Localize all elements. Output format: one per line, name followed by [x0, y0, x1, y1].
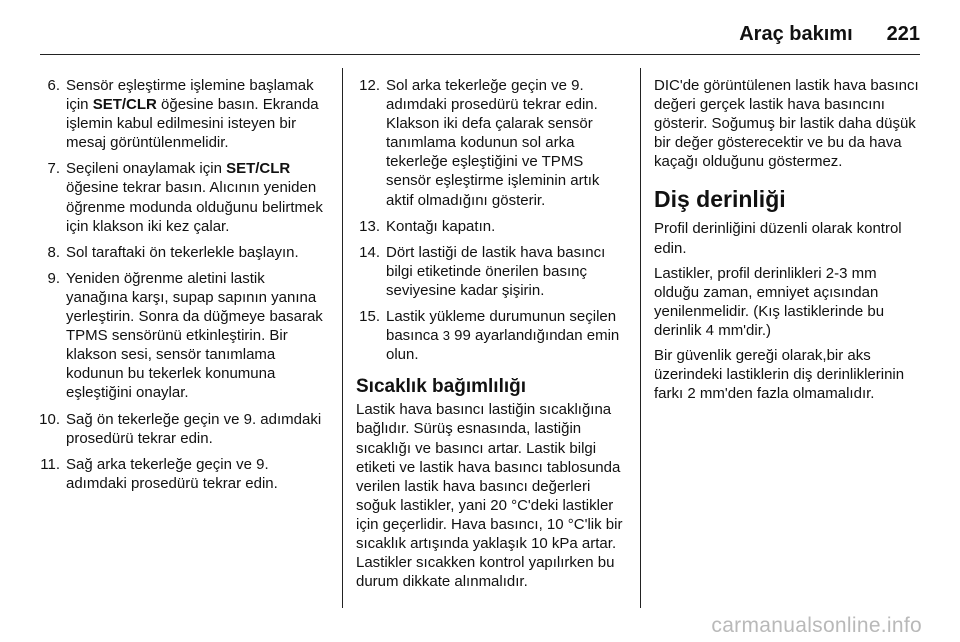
- column-1: [39, 76, 326, 500]
- list-item: [356, 243, 628, 300]
- item-number: 14.: [359, 243, 380, 261]
- item-text: Sağ arka tekerleğe geçin ve 9. adımdaki prosedürü tekrar edin.: [66, 455, 278, 492]
- item-number: 11.: [40, 455, 60, 473]
- item-text-part: Seçileni onaylamak için: [66, 160, 227, 178]
- column-2: [356, 76, 628, 597]
- column-3: [654, 76, 924, 409]
- item-text-part: 99 ayarlandığından emin olun.: [386, 327, 620, 364]
- item-text: [386, 307, 628, 364]
- item-text-part: Lastik yükleme durumunun seçilen basınca: [386, 308, 617, 345]
- paragraph: Lastik hava basıncı lastiğin sıcaklığına bağlıdır. Sürüş esnasında, lastiğin sıcaklığı ve basıncı artar. Lastik bilgi etiketi ve lastik hava basıncı tablosunda verilen lastik hava basıncı değerleri soğuk lastikler, yani 20 °C'deki lastikler için geçerlidir. Hava basıncı, 10 °C'lik bir sıcaklık artışında yaklaşık 10 kPa artar. Lastikler sıcakken kontrol yapılırken bu durum dikkate alınmalıdır.: [356, 401, 623, 591]
- item-number: 10.: [39, 410, 60, 428]
- list-item: [356, 76, 628, 210]
- page-reference-arrow-icon[interactable]: 3: [442, 328, 450, 344]
- section-heading-tread-depth: Diş derinliği: [654, 186, 786, 213]
- item-text: Sol taraftaki ön tekerlekle başlayın.: [66, 243, 299, 261]
- list-item: [356, 217, 628, 236]
- item-number: 15.: [359, 308, 380, 326]
- item-number: 7.: [47, 160, 60, 178]
- set-clr-keyword: SET/CLR: [226, 160, 291, 178]
- section-title: Araç bakımı: [739, 22, 853, 45]
- paragraph: Profil derinliğini düzenli olarak kontrol edin.: [654, 220, 902, 257]
- list-item: [32, 159, 326, 235]
- list-item: [32, 410, 326, 448]
- item-number: 6.: [47, 77, 60, 94]
- item-text-part: Sensör eşleştirme işlemine başlamak için: [66, 77, 314, 114]
- item-text-part: öğesine basın. Ekranda işlemin kabul edilmesini isteyen bir mesaj görüntülenmelidir.: [66, 96, 319, 152]
- page-header: [40, 14, 920, 55]
- watermark: carmanualsonline.info: [711, 614, 922, 637]
- item-text: Sol arka tekerleğe geçin ve 9. adımdaki prosedürü tekrar edin. Klakson iki defa çalarak sensör tanımlama kodunun sol arka tekerleğe eşleştiğini ve TPMS sensör eşleştirme işleminin artık aktif olmadığını gösterir.: [386, 77, 600, 209]
- item-number: 8.: [47, 243, 60, 261]
- list-item: [356, 307, 628, 364]
- item-text: [66, 76, 326, 152]
- paragraph: DIC'de görüntülenen lastik hava basıncı değeri gerçek lastik hava basıncını gösterir. Soğumuş bir lastik daha düşük bir değer gösterecektir ve bu da hava kaçağı olduğunu göstermez.: [654, 77, 919, 171]
- item-text: [66, 159, 326, 235]
- item-text: Kontağı kapatın.: [386, 217, 496, 235]
- column-divider-1: [342, 68, 343, 608]
- section-heading-temperature: Sıcaklık bağımlılığı: [356, 376, 527, 398]
- set-clr-keyword: SET/CLR: [92, 96, 157, 114]
- list-item: [32, 76, 326, 152]
- item-text-part: öğesine tekrar basın. Alıcının yeniden öğrenme modunda olduğunu belirtmek için klakson iki kez çalar.: [66, 179, 323, 235]
- paragraph: Bir güvenlik gereği olarak,bir aks üzerindeki lastiklerin diş derinliklerinin farkı 2 mm'den fazla olmamalıdır.: [654, 347, 905, 403]
- item-text: Sağ ön tekerleğe geçin ve 9. adımdaki prosedürü tekrar edin.: [66, 410, 322, 447]
- list-item: [32, 243, 326, 262]
- column-divider-2: [640, 68, 641, 608]
- paragraph: Lastikler, profil derinlikleri 2-3 mm olduğu zaman, emniyet açısından yenilenmelidir. (Kış lastiklerinde bu derinlik 4 mm'dir.): [654, 264, 885, 339]
- page-number: 221: [886, 22, 920, 45]
- list-item: [32, 455, 326, 493]
- item-number: 12.: [359, 77, 380, 94]
- list-item: [32, 269, 326, 403]
- item-text: Yeniden öğrenme aletini lastik yanağına karşı, supap sapının yanına yerleştirin. Sonra da düğmeye basarak TPMS sensörünü etkinleştirin. Bir klakson sesi, sensör tanımlama kodunun bu tekerlek konumuna eşleştiğini onaylar.: [66, 269, 323, 402]
- item-number: 9.: [47, 269, 60, 287]
- item-text: Dört lastiği de lastik hava basıncı bilgi etiketinde önerilen basınç seviyesine kadar şişirin.: [386, 243, 606, 299]
- item-number: 13.: [359, 217, 380, 235]
